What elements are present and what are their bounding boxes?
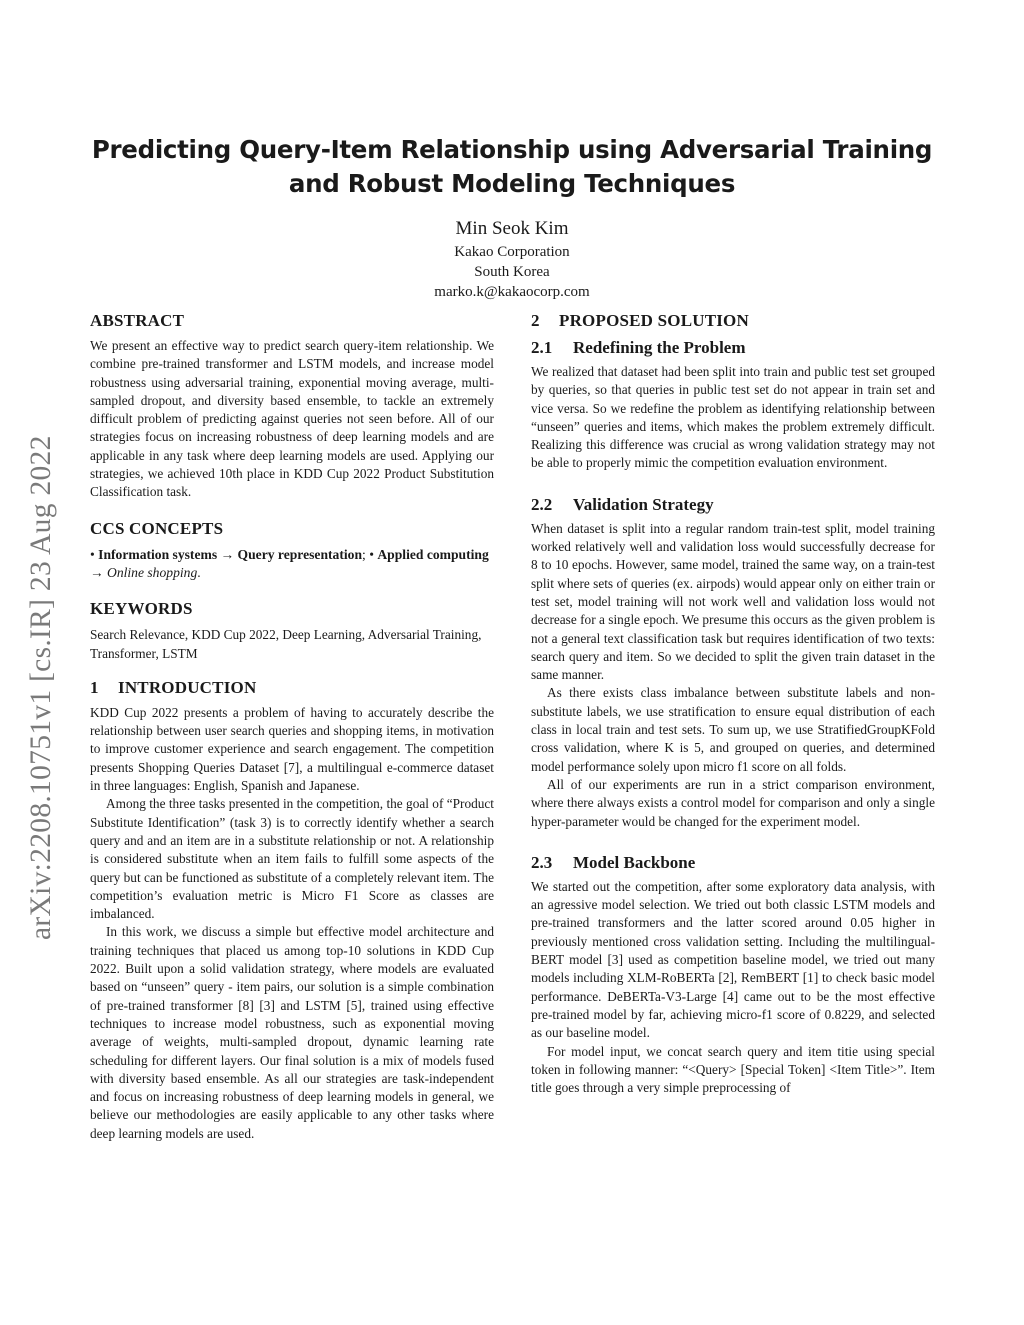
ccs-bullet: • [369,546,374,562]
subsection-number: 2.3 [531,852,553,872]
author-organization: Kakao Corporation [454,244,570,260]
validation-paragraph-3: All of our experiments are run in a strict comparison environment, where there always exists a control model for comparison and only a single hyper-parameter would be changed for the experiment model. [531,776,935,829]
subsection-title: Model Backbone [573,852,696,872]
backbone-paragraph-2: For model input, we concat search query and item titie using special token in following manner: “<Query> [Special Token] <Item Title>”. Item title goes through a very simple preprocessing of [531,1043,935,1096]
ccs-text [90,546,494,583]
redefining-paragraph-1: We realized that dataset had been split into train and public test set grouped by queries, so that queries in public test set do not appear in train set and vice versa. So we redefine the problem as identifying relationship between “unseen” queries and items, which makes the problem extremely difficult. Realizing this difference was crucial as wrong validation strategy may not be able to properly mimic the competition evaluation environment. [531,364,935,471]
ccs-arrow: → [90,564,104,580]
ccs-term: Applied computing [377,546,489,562]
validation-heading [531,494,935,516]
redefining-heading [531,337,935,359]
abstract-heading: ABSTRACT [90,311,185,330]
ccs-term: Query representation [237,546,362,562]
validation-paragraph-2: As there exists class imbalance between substitute labels and non-substitute labels, we use stratification to ensure equal distribution of each class in local train and test sets. To sum up, we use StratifiedGroupKFold cross validation, where K is 5, and grouped on queries, and determined model performance solely upon micro f1 score on all folds. [531,685,935,774]
author-email: marko.k@kakaocorp.com [434,284,590,300]
subsection-number: 2.2 [531,494,553,514]
ccs-bullet: • [90,546,95,562]
abstract-text: We present an effective way to predict search query-item relationship. We combine pre-trained transformer and LSTM models, and increase model robustness using adversarial training, exponential moving average, multi-sampled dropout, and diversity based ensemble, to tackle an extremely difficult problem of predicting against queries not seen before. All of our strategies focus on increasing robustness of deep learning models and are applicable in any task where deep learning models are used. Applying our strategies, we achieved 10th place in KDD Cup 2022 Product Substitution Classification task. [90,338,494,500]
backbone-paragraph-1: We started out the competition, after some exploratory data analysis, with an agressive model selection. We tried out both classic LSTM models and pre-trained transformers and the latter scored around 0.05 higher in previously mentioned cross validation setting. Including the multilingual-BERT model [3] used as competition baseline model, we tried out many models including XLM-RoBERTa [2], RemBERT [1] to check basic model performance. DeBERTa-V3-Large [4] came out to be the most effective pre-trained model by far, achieving micro-f1 score of 0.8229, and selected as our baseline model. [531,878,935,1041]
intro-paragraph-1: KDD Cup 2022 presents a problem of having to accurately describe the relationship between user search queries and shopping items, in motivation to improve customer experience and search engagement. The competition presents Shopping Queries Dataset [7], a multilingual e-commerce dataset in three languages: English, Spanish and Japanese. [90,704,494,794]
ccs-separator: ; [362,546,366,562]
subsection-title: Validation Strategy [573,494,714,514]
arxiv-identifier: arXiv:2208.10751v1 [cs.IR] 23 Aug 2022 [25,435,57,940]
paper-title [60,133,964,201]
intro-paragraph-2: Among the three tasks presented in the competition, the goal of “Product Substitute Identification” (task 3) is to correctly identify whether a search query and and an item are in a substitute relationship or not. A relationship is considered substitute when an item fails to fulfill some aspects of the query but can be functioned as substitute of a completely relevant item. The competition’s evaluation metric is Micro F1 Score as classes are imbalanced. [90,796,494,922]
section-title: INTRODUCTION [118,677,257,697]
intro-heading [90,677,494,699]
author-country: South Korea [474,264,550,280]
left-column [90,310,494,1143]
validation-paragraph-1: When dataset is split into a regular random train-test split, model training worked relatively well and validation loss would successfully decrease for 8 to 10 epochs. However, same model, trained the same way, on a train-test split where sets of queries (ex. airpods) would appear only on either train or test set, model training will not work well and validation loss would not decrease for a single epoch. We presume this occurs as the given problem is not a general text classification task but requires identification of two texts: search query and item. So we decided to split the given train dataset in the same manner. [531,520,935,683]
keywords-heading: KEYWORDS [90,599,193,619]
section-number: 1 [90,677,99,697]
ccs-end: . [197,564,201,580]
author-name: Min Seok Kim [455,218,569,239]
intro-paragraph-3: In this work, we discuss a simple but effective model architecture and training techniques that placed us among top-10 solutions in KDD Cup 2022. Built upon a solid validation strategy, where models are evaluated based on “unseen” query - item pairs, our solution is a simple combination of pre-trained transformer [8] [3] and LSTM [5], trained using effective techniques to increase model robustness, such as exponential moving average of weights, multi-sampled dropout, dynamic learning rate scheduling for different layers. Our final solution is a mix of models fused with diversity based ensemble. As all our strategies are task-independent and focus on increasing robustness of deep learning models in general, we believe our methodologies are easily applicable to any other tasks where deep learning models are used. [90,924,494,1141]
paper-title-line-1: Predicting Query-Item Relationship using Adversarial Training [91,135,933,164]
ccs-term: Information systems [98,546,218,562]
author-block [312,214,712,302]
section-number: 2 [531,311,540,330]
ccs-term: Online shopping [107,564,198,580]
subsection-number: 2.1 [531,338,553,357]
proposed-solution-heading [531,310,935,332]
ccs-heading: CCS CONCEPTS [90,518,224,538]
backbone-heading [531,852,935,874]
section-title: PROPOSED SOLUTION [559,311,749,330]
keywords-text: Search Relevance, KDD Cup 2022, Deep Learning, Adversarial Training, Transformer, LSTM [90,627,482,661]
right-column [531,310,935,1097]
paper-title-line-2: and Robust Modeling Techniques [288,169,736,198]
ccs-arrow: → [220,546,235,562]
subsection-title: Redefining the Problem [573,338,746,357]
